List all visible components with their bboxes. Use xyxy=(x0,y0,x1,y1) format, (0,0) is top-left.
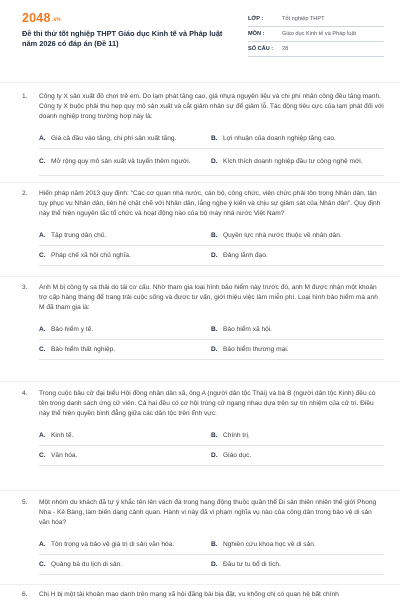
option-d[interactable]: D. Kích thích doanh nghiệp đầu tư công nghệ mới. xyxy=(211,158,363,166)
answer-options xyxy=(39,226,384,266)
answer-options xyxy=(39,535,384,575)
option-c[interactable]: C. Pháp chế xã hội chủ nghĩa. xyxy=(39,251,131,259)
option-c[interactable]: C. Bảo hiểm thất nghiệp. xyxy=(39,345,116,353)
option-c[interactable]: C. Quảng bá du lịch di sản. xyxy=(39,560,123,568)
option-row xyxy=(39,226,384,246)
question-text: Công ty X sản xuất đồ chơi trẻ em. Do lạm phát tăng cao, giá nhựa nguyên liệu và chi phí nhân công đều tăng mạnh. Công ty X buộc phải thu hẹp quy mô sản xuất và cắt giảm nhân sự để giảm lỗ. Tác động tiêu cực của lạm phát đối với doanh nghiệp trong trường hợp này là: xyxy=(39,93,384,120)
info-row-class xyxy=(248,12,384,27)
option-row xyxy=(39,555,384,575)
question-4 xyxy=(22,389,384,466)
question-6 xyxy=(22,590,384,600)
option-b[interactable]: B. Lợi nhuận của doanh nghiệp tăng cao. xyxy=(211,134,336,142)
option-row xyxy=(39,129,384,149)
question-number: 4. xyxy=(22,390,28,397)
question-number: 3. xyxy=(22,284,28,291)
option-c[interactable]: C. Văn hóa. xyxy=(39,451,78,459)
option-b[interactable]: B. Nghiên cứu khoa học về di sản. xyxy=(211,540,316,548)
divider xyxy=(0,381,400,382)
info-value: Tốt nghiệp THPT xyxy=(282,12,384,27)
answer-options xyxy=(39,426,384,466)
option-row xyxy=(39,320,384,340)
option-row xyxy=(39,535,384,555)
question-number: 1. xyxy=(22,93,28,100)
question-2 xyxy=(22,189,384,266)
option-d[interactable]: D. Giáo dục. xyxy=(211,451,252,459)
option-d[interactable]: D. Đầu tư tu bổ di tích. xyxy=(211,560,281,568)
answer-options xyxy=(39,320,384,360)
divider xyxy=(0,584,400,585)
option-a[interactable]: A. Giá cả đầu vào tăng, chi phí sản xuất tăng. xyxy=(39,134,177,142)
option-a[interactable]: A. Kinh tế. xyxy=(39,431,74,439)
info-key: LỚP : xyxy=(248,12,282,27)
option-b[interactable]: B. Chính trị. xyxy=(211,431,250,439)
document-title: Đề thi thử tốt nghiệp THPT Giáo dục Kinh tế và Pháp luật năm 2026 có đáp án (Đề 11) xyxy=(22,29,223,48)
question-text: Anh M bị công ty sa thải do tái cơ cấu. Nhờ tham gia loại hình bảo hiểm này trước đó, anh M được nhận một khoản trợ cấp hàng tháng để trang trải cuộc sống và được tư vấn, giới thiệu việc làm miễn phí. Loại hình bảo hiểm mà anh M đã tham gia là: xyxy=(39,284,378,311)
question-number: 2. xyxy=(22,190,28,197)
info-value: Giáo dục Kinh tế và Pháp luật xyxy=(282,27,384,42)
info-key: MÔN : xyxy=(248,27,282,42)
option-a[interactable]: A. Bảo hiểm y tế. xyxy=(39,325,94,333)
option-c[interactable]: C. Mở rộng quy mô sản xuất và tuyển thêm người. xyxy=(39,158,191,166)
option-row xyxy=(39,340,384,360)
option-row xyxy=(39,446,384,466)
divider xyxy=(0,182,400,183)
divider xyxy=(0,490,400,491)
option-row xyxy=(39,149,384,176)
document-info-table xyxy=(248,12,384,57)
question-text: Trong cuộc bầu cử đại biểu Hội đồng nhân dân xã, ông A (người dân tộc Thái) và bà B (người dân tộc Kinh) đều có tên trong danh sách ứng cử viên. Cả hai đều có cơ hội trúng cử ngang nhau dựa trên sự tín nhiệm của cử tri. Điều này thể hiện quyền bình đẳng giữa các dân tộc trên lĩnh vực: xyxy=(39,390,376,417)
question-number: 5. xyxy=(22,499,28,506)
divider xyxy=(0,82,400,83)
option-b[interactable]: B. Bảo hiểm xã hội. xyxy=(211,325,273,333)
info-key: SỐ CÂU : xyxy=(248,42,282,57)
header xyxy=(0,0,400,66)
option-a[interactable]: A. Tôn trọng và bảo vệ giá trị di sản văn hóa. xyxy=(39,540,175,548)
question-3 xyxy=(22,283,384,360)
divider xyxy=(0,276,400,277)
option-row xyxy=(39,426,384,446)
info-row-subject xyxy=(248,27,384,42)
option-d[interactable]: D. Đảng lãnh đạo. xyxy=(211,251,268,259)
option-row xyxy=(39,246,384,266)
info-value: 28 xyxy=(282,42,384,57)
option-a[interactable]: A. Tập trung dân chủ. xyxy=(39,231,107,239)
answer-options xyxy=(39,129,384,176)
question-text: Một nhóm du khách đã tự ý khắc tên lên vách đá trong hang động thuộc quần thể Di sản thiên nhiên thế giới Phong Nha - Kẻ Bàng, làm biến dạng cảnh quan. Hành vi này đã vi phạm nghĩa vụ nào của công dân trong bảo vệ di sản văn hóa? xyxy=(39,499,377,526)
option-b[interactable]: B. Quyền lực nhà nước thuộc về nhân dân. xyxy=(211,231,342,239)
question-number: 6. xyxy=(22,591,28,598)
question-1 xyxy=(22,92,384,176)
info-row-count xyxy=(248,42,384,57)
question-text: Chị H bị một tài khoản mạo danh trên mạng xã hội đăng bài bịa đặt, vu khống chị có quan hệ bất chính xyxy=(39,591,339,598)
option-d[interactable]: D. Bảo hiểm thương mại. xyxy=(211,345,289,353)
question-5 xyxy=(22,498,384,575)
site-logo[interactable]: 2048.vn xyxy=(22,11,61,25)
question-text: Hiến pháp năm 2013 quy định: "Các cơ quan nhà nước, cán bộ, công chức, viên chức phải tôn trọng Nhân dân, tận tụy phục vụ Nhân dân, liên hệ chặt chẽ với Nhân dân, lắng nghe ý kiến và chịu sự giám sát của Nhân dân". Quy định này thể hiện nguyên tắc tổ chức và hoạt động nào của bộ máy nhà nước Việt Nam? xyxy=(39,190,381,217)
